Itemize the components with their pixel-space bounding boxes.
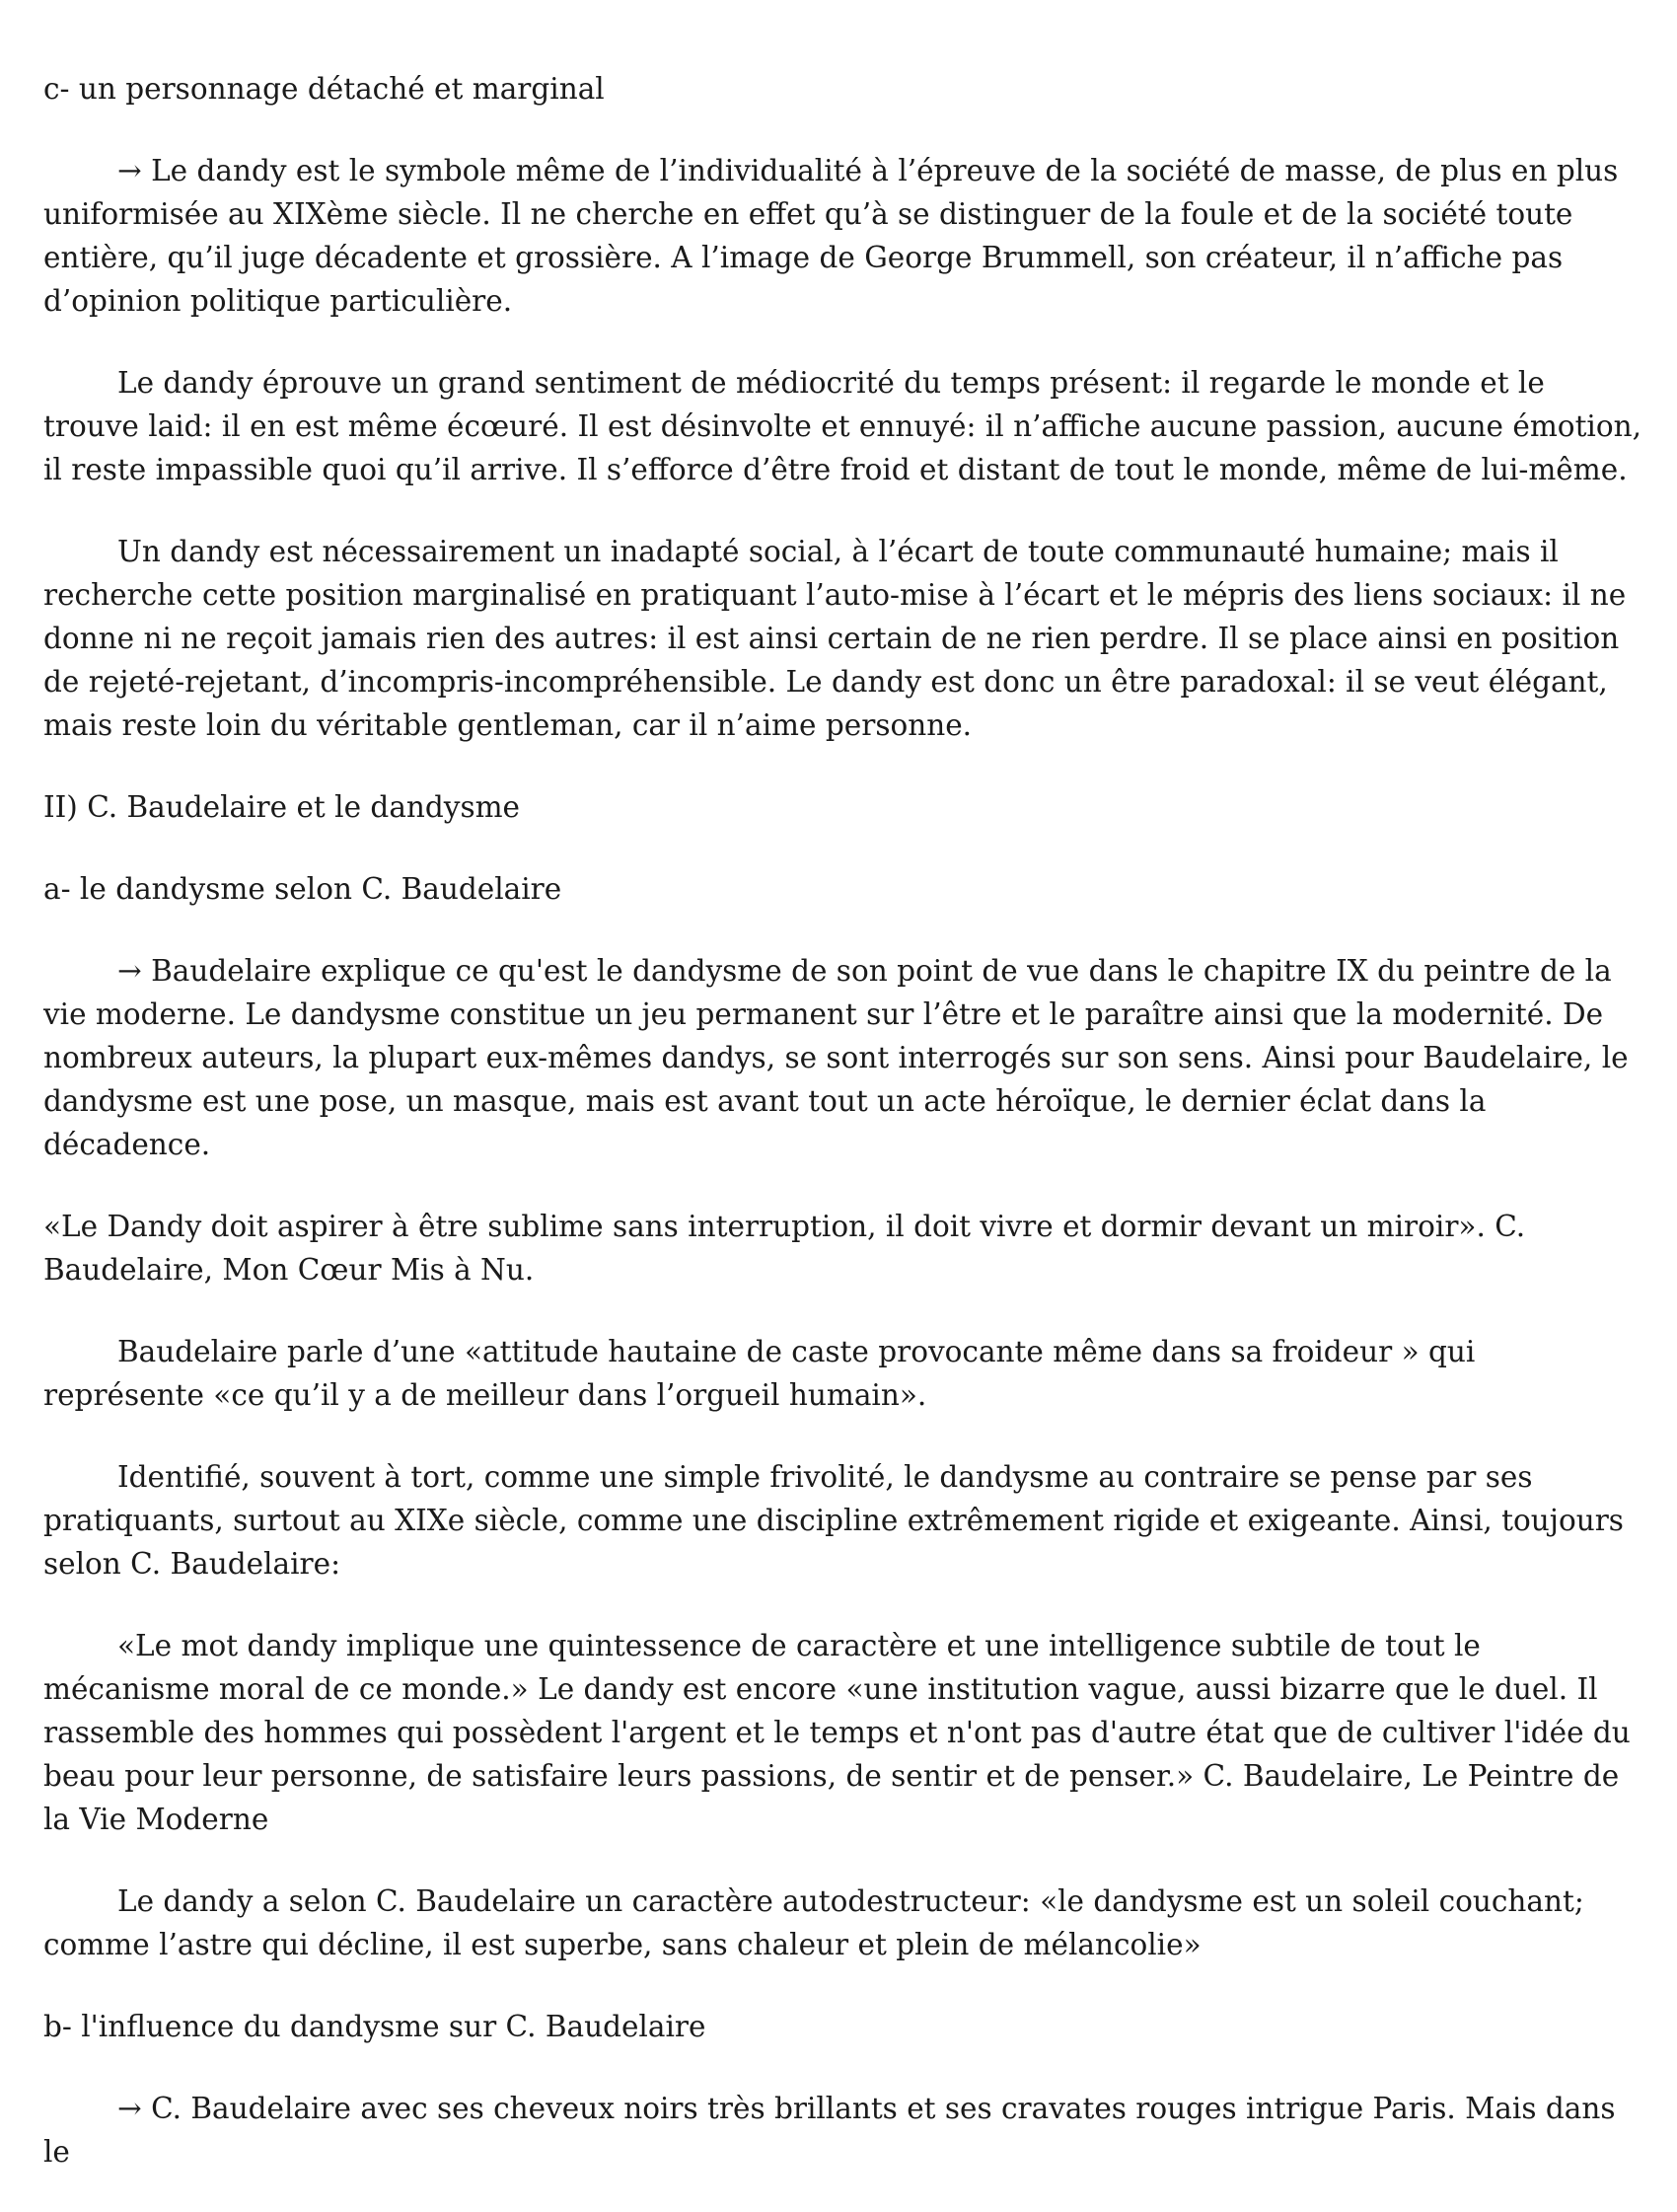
- section-heading-b: b- l'influence du dandysme sur C. Baudelaire: [43, 2010, 706, 2043]
- paragraph: Le dandy éprouve un grand sentiment de médiocrité du temps présent: il regarde le monde et le trouve laid: il en est même écœuré. Il est désinvolte et ennuyé: il n’affiche aucune passion, aucune émotion, il reste impassible quoi qu’il arrive. Il s’efforce d’être froid et distant de tout le monde, même de lui-même.: [43, 366, 1641, 486]
- quote-paragraph: «Le Dandy doit aspirer à être sublime sans interruption, il doit vivre et dormir devant un miroir». C. Baudelaire, Mon Cœur Mis à Nu.: [43, 1210, 1526, 1287]
- paragraph: Le dandy a selon C. Baudelaire un caractère autodestructeur: «le dandysme est un soleil couchant; comme l’astre qui décline, il est superbe, sans chaleur et plein de mélancolie»: [43, 1884, 1584, 1961]
- section-heading-a: a- le dandysme selon C. Baudelaire: [43, 872, 562, 906]
- paragraph: Un dandy est nécessairement un inadapté social, à l’écart de toute communauté humaine; mais il recherche cette position marginalisé en pratiquant l’auto-mise à l’écart et le mépris des liens sociaux: il ne donne ni ne reçoit jamais rien des autres: il est ainsi certain de ne rien perdre. Il se place ainsi en position de rejeté-rejetant, d’incompris-incompréhensible. Le dandy est donc un être paradoxal: il se veut élégant, mais reste loin du véritable gentleman, car il n’aime personne.: [43, 535, 1627, 742]
- paragraph: → C. Baudelaire avec ses cheveux noirs très brillants et ses cravates rouges intrigue Paris. Mais dans le: [43, 2092, 1616, 2169]
- section-heading-ii: II) C. Baudelaire et le dandysme: [43, 790, 521, 824]
- paragraph: Identifié, souvent à tort, comme une simple frivolité, le dandysme au contraire se pense par ses pratiquants, surtout au XIXe siècle, comme une discipline extrêmement rigide et exigeante. Ainsi, toujours selon C. Baudelaire:: [43, 1460, 1624, 1581]
- paragraph: → Le dandy est le symbole même de l’individualité à l’épreuve de la société de masse, de plus en plus uniformisée au XIXème siècle. Il ne cherche en effet qu’à se distinguer de la foule et de la société toute entière, qu’il juge décadente et grossière. A l’image de George Brummell, son créateur, il n’affiche pas d’opinion politique particulière.: [43, 154, 1619, 318]
- quote-paragraph: «Le mot dandy implique une quintessence de caractère et une intelligence subtile de tout le mécanisme moral de ce monde.» Le dandy est encore «une institution vague, aussi bizarre que le duel. Il rassemble des hommes qui possèdent l'argent et le temps et n'ont pas d'autre état que de cultiver l'idée du beau pour leur personne, de satisfaire leurs passions, de sentir et de penser.» C. Baudelaire, Le Peintre de la Vie Moderne: [43, 1629, 1631, 1836]
- paragraph: Baudelaire parle d’une «attitude hautaine de caste provocante même dans sa froideur » qui représente «ce qu’il y a de meilleur dans l’orgueil humain».: [43, 1335, 1476, 1412]
- paragraph: → Baudelaire explique ce qu'est le dandysme de son point de vue dans le chapitre IX du peintre de la vie moderne. Le dandysme constitue un jeu permanent sur l’être et le paraître ainsi que la modernité. De nombreux auteurs, la plupart eux-mêmes dandys, se sont interrogés sur son sens. Ainsi pour Baudelaire, le dandysme est une pose, un masque, mais est avant tout un acte héroïque, le dernier éclat dans la décadence.: [43, 954, 1629, 1161]
- section-heading-c: c- un personnage détaché et marginal: [43, 72, 605, 106]
- document-page: [43, 67, 1641, 2212]
